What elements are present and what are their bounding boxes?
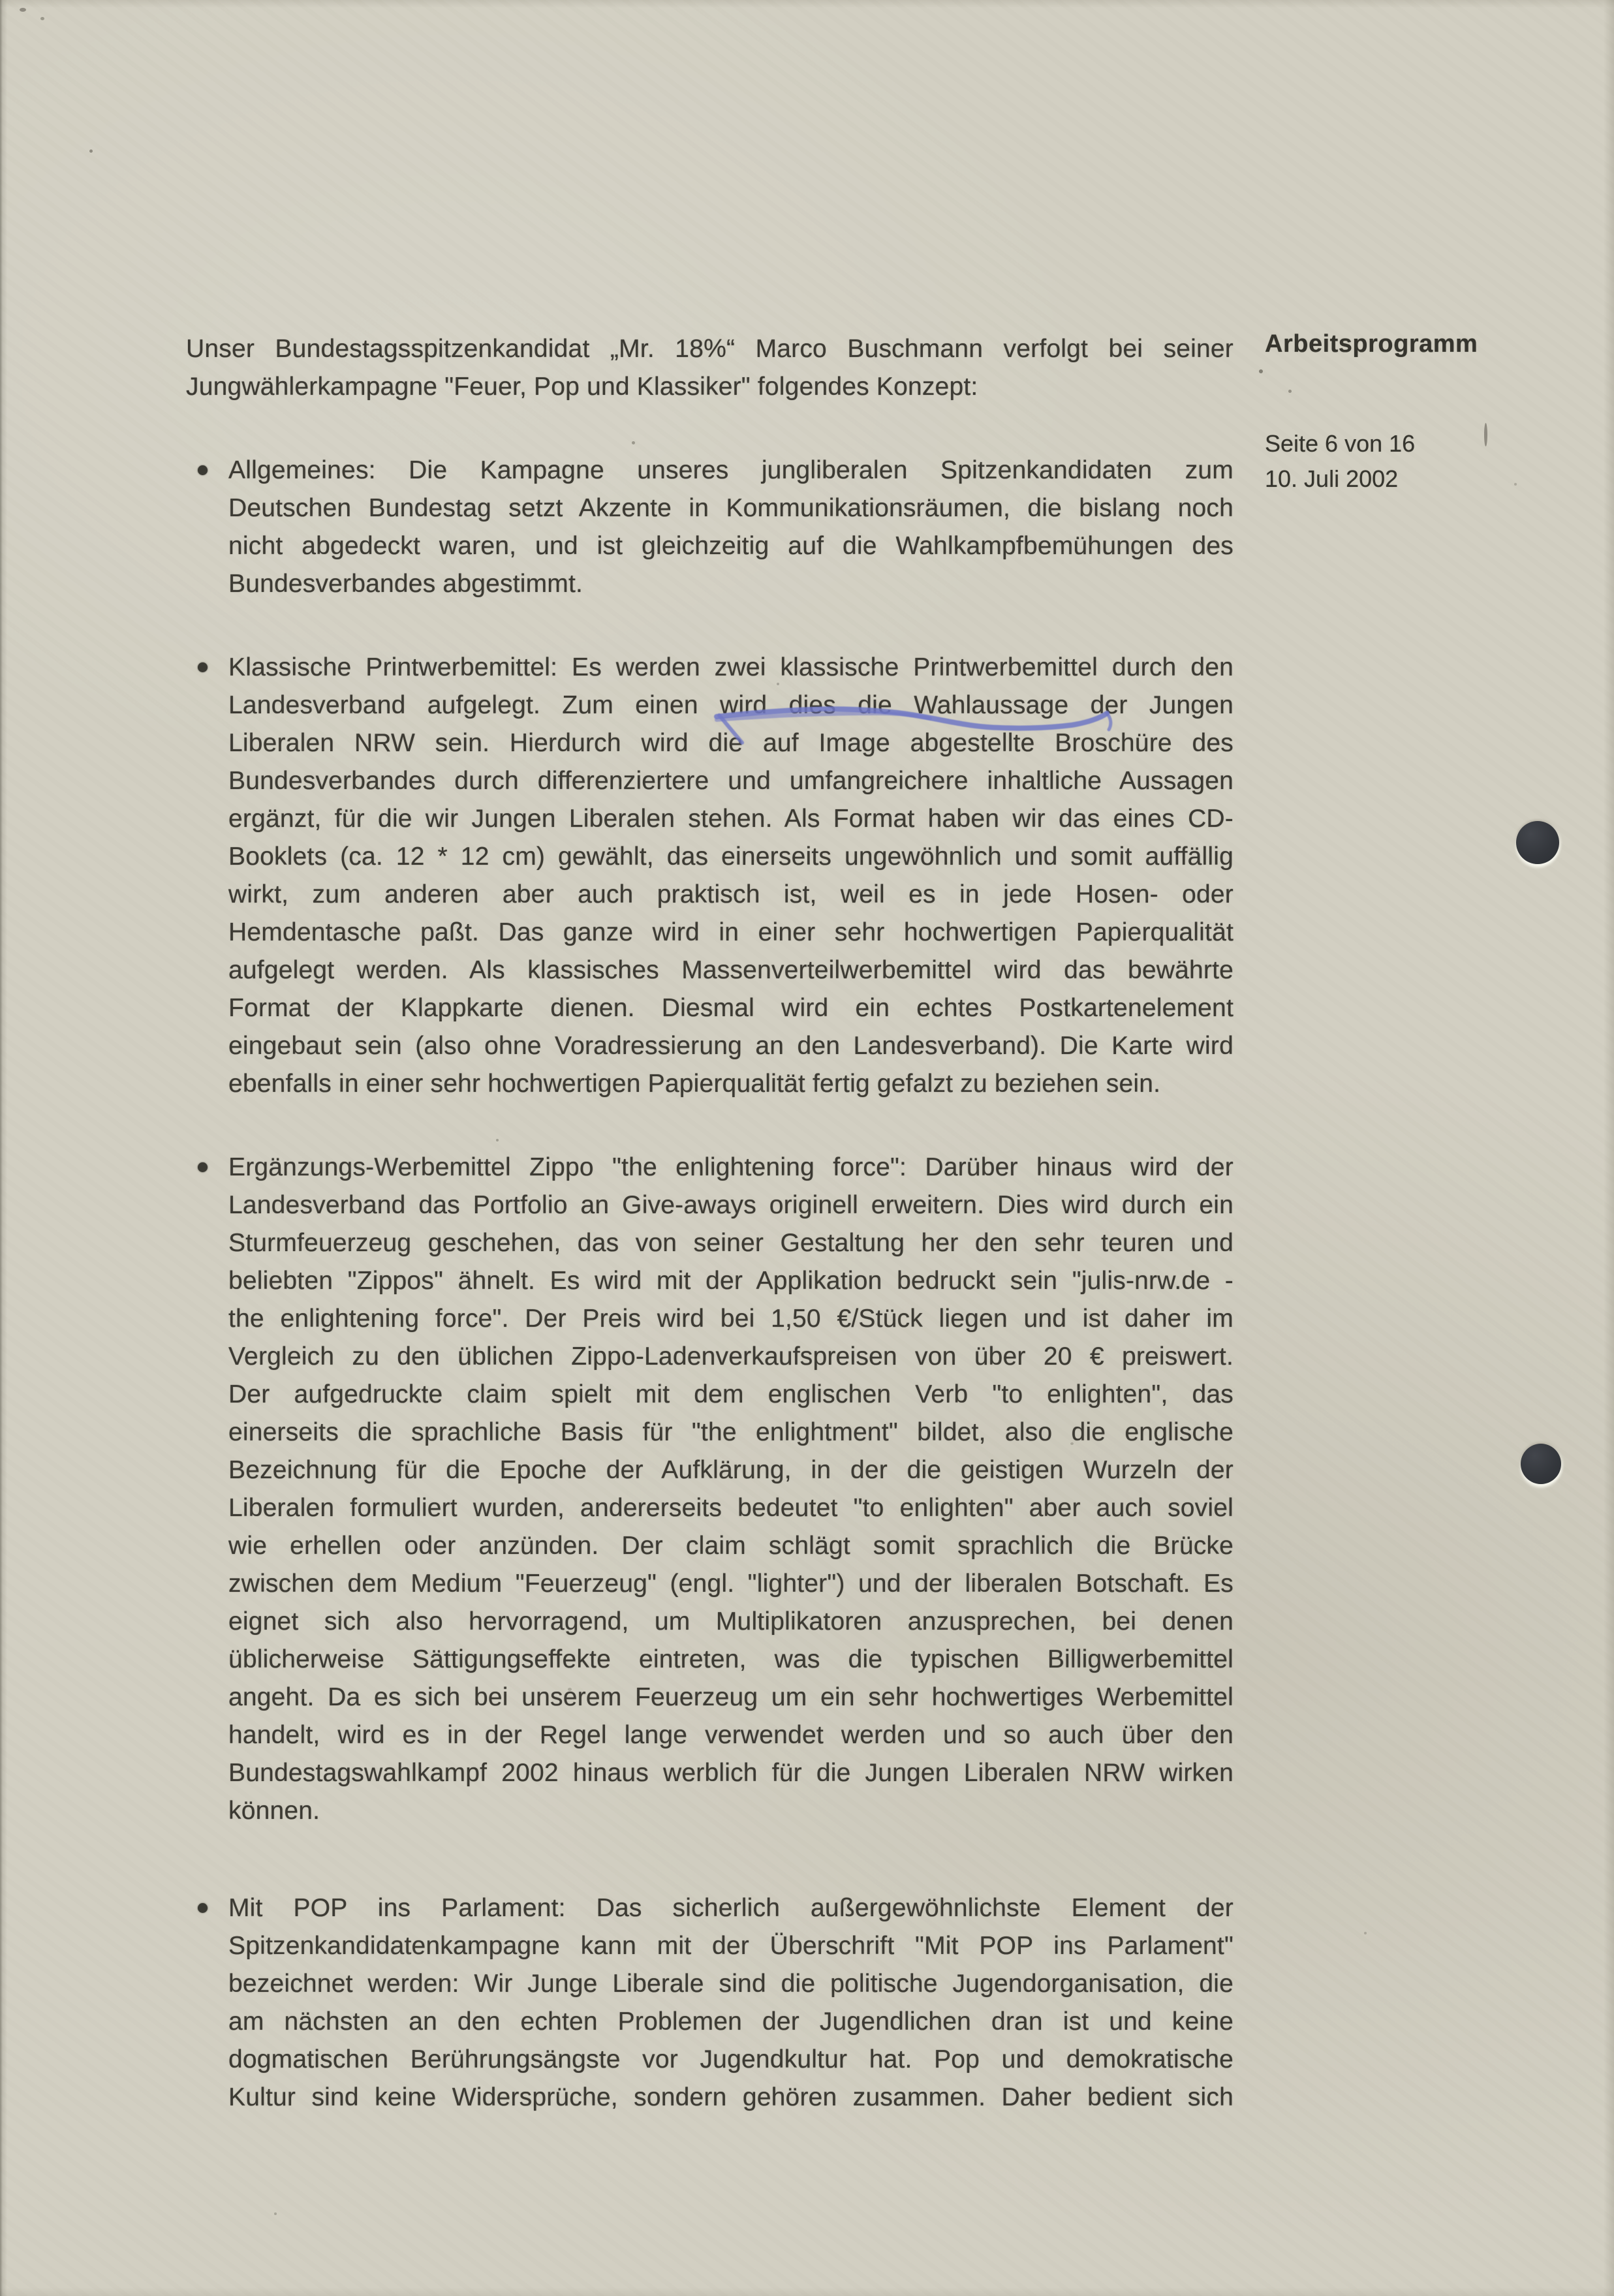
- text-line: angeht. Da es sich bei unserem Feuerzeug um ein sehr hochwertiges Werbemittel: [228, 1683, 1234, 1711]
- paragraph-intro: [186, 330, 1234, 406]
- scan-speck: [1514, 483, 1517, 486]
- scan-speck: [496, 1139, 499, 1141]
- text-line: zwischen dem Medium "Feuerzeug" (engl. "lighter") und der liberalen Botschaft. Es: [228, 1570, 1234, 1598]
- text-line: Bundesverbandes durch differenziertere und umfangreichere inhaltliche Aussagen: [228, 767, 1234, 795]
- text-line: üblicherweise Sättigungseffekte eintreten, was die typischen Billigwerbemittel: [228, 1645, 1234, 1673]
- text-line: Bundesverbandes abgestimmt.: [228, 570, 583, 598]
- text-line: können.: [228, 1797, 320, 1825]
- text-line: Allgemeines: Die Kampagne unseres jungliberalen Spitzenkandidaten zum: [228, 456, 1234, 484]
- page-number: Seite 6 von 16: [1265, 430, 1416, 457]
- scan-speck: [40, 17, 44, 20]
- text-line: aufgelegt werden. Als klassisches Massenverteilwerbemittel wird das bewährte: [228, 956, 1234, 984]
- text-line: eignet sich also hervorragend, um Multiplikatoren anzusprechen, bei denen: [228, 1607, 1234, 1636]
- document-date: 10. Juli 2002: [1265, 465, 1399, 492]
- bullet-marker: [198, 1162, 208, 1172]
- text-line: dogmatischen Berührungsängste vor Jugendkultur hat. Pop und demokratische: [228, 2045, 1234, 2073]
- document-body: [186, 330, 1234, 2117]
- document-title: Arbeitsprogramm: [1265, 330, 1478, 358]
- text-line: Liberalen NRW sein. Hierdurch wird die auf Image abgestellte Broschüre des: [228, 729, 1234, 757]
- scan-speck: [1288, 390, 1292, 393]
- text-line: wie erhellen oder anzünden. Der claim schlägt somit sprachlich die Brücke: [228, 1532, 1234, 1560]
- text-line: nicht abgedeckt waren, und ist gleichzeitig auf die Wahlkampfbemühungen des: [228, 532, 1234, 560]
- paragraph-zippo: [228, 1149, 1234, 1830]
- scan-speck: [1484, 423, 1487, 446]
- pen-underline-annotation: [679, 684, 1149, 756]
- text-line: Format der Klappkarte dienen. Diesmal wird ein echtes Postkartenelement: [228, 994, 1234, 1022]
- text-line: the enlightening force". Der Preis wird bei 1,50 €/Stück liegen und ist daher im: [228, 1305, 1234, 1333]
- text-line: am nächsten an den echten Problemen der Jugendlichen dran ist und keine: [228, 2008, 1234, 2036]
- scan-speck: [632, 441, 635, 444]
- text-line: Ergänzungs-Werbemittel Zippo "the enlightening force": Darüber hinaus wird der: [228, 1153, 1234, 1181]
- paragraph-allgemeines: [228, 452, 1234, 603]
- text-line: Landesverband das Portfolio an Give-aways originell erweitern. Dies wird durch ein: [228, 1191, 1234, 1219]
- text-line: Deutschen Bundestag setzt Akzente in Kommunikationsräumen, die bislang noch: [228, 494, 1234, 522]
- text-line: Klassische Printwerbemittel: Es werden zwei klassische Printwerbemittel durch den: [228, 653, 1234, 681]
- text-line: Sturmfeuerzeug geschehen, das von seiner Gestaltung her den sehr teuren und: [228, 1229, 1234, 1257]
- text-line: Kultur sind keine Widersprüche, sondern gehören zusammen. Daher bedient sich: [228, 2083, 1234, 2111]
- text-line: eingebaut sein (also ohne Voradressierung an den Landesverband). Die Karte wird: [228, 1032, 1234, 1060]
- punch-hole: [1521, 1444, 1561, 1484]
- paragraph-pop: [228, 1889, 1234, 2117]
- text-line: Bundestagswahlkampf 2002 hinaus werblich für die Jungen Liberalen NRW wirken: [228, 1759, 1234, 1787]
- text-line: einerseits die sprachliche Basis für "the enlightment" bildet, also die englische: [228, 1418, 1234, 1446]
- text-line: Spitzenkandidatenkampagne kann mit der Überschrift "Mit POP ins Parlament": [228, 1932, 1234, 1960]
- text-line: ergänzt, für die wir Jungen Liberalen stehen. Als Format haben wir das eines CD-: [228, 805, 1234, 833]
- scan-speck: [20, 8, 26, 12]
- text-line: Der aufgedruckte claim spielt mit dem englischen Verb "to enlighten", das: [228, 1380, 1234, 1408]
- punch-hole: [1516, 821, 1559, 864]
- scan-speck: [339, 1619, 342, 1621]
- text-line: Landesverband aufgelegt. Zum einen wird dies die Wahlaussage der Jungen: [228, 691, 1234, 719]
- text-line: wirkt, zum anderen aber auch praktisch ist, weil es in jede Hosen- oder: [228, 880, 1234, 908]
- text-line: bezeichnet werden: Wir Junge Liberale sind die politische Jugendorganisation, die: [228, 1970, 1234, 1998]
- scan-speck: [777, 683, 779, 685]
- scan-speck: [568, 1688, 572, 1691]
- text-line: Booklets (ca. 12 * 12 cm) gewählt, das einerseits ungewöhnlich und somit auffällig: [228, 843, 1234, 871]
- scan-speck: [274, 2212, 277, 2215]
- text-line: ebenfalls in einer sehr hochwertigen Papierqualität fertig gefalzt zu beziehen sein.: [228, 1070, 1161, 1098]
- bullet-marker: [198, 465, 208, 475]
- text-line: Bezeichnung für die Epoche der Aufklärung, in der die geistigen Wurzeln der: [228, 1456, 1234, 1484]
- text-line: Mit POP ins Parlament: Das sicherlich außergewöhnlichste Element der: [228, 1894, 1234, 1922]
- text-line: Hemdentasche paßt. Das ganze wird in einer sehr hochwertigen Papierqualität: [228, 918, 1234, 946]
- text-line: Jungwählerkampagne "Feuer, Pop und Klassiker" folgendes Konzept:: [186, 373, 978, 401]
- text-line: Liberalen formuliert wurden, andererseits bedeutet "to enlighten" aber auch soviel: [228, 1494, 1234, 1522]
- page-meta: [1265, 426, 1545, 497]
- page-header: [1265, 330, 1545, 497]
- text-line: Vergleich zu den üblichen Zippo-Ladenverkaufspreisen von über 20 € preiswert.: [228, 1342, 1234, 1371]
- scan-speck: [1364, 1932, 1367, 1934]
- text-line: handelt, wird es in der Regel lange verwendet werden und so auch über den: [228, 1721, 1234, 1749]
- bullet-marker: [198, 1903, 208, 1913]
- text-line: beliebten "Zippos" ähnelt. Es wird mit der Applikation bedruckt sein "julis-nrw.de -: [228, 1267, 1234, 1295]
- scan-speck: [89, 149, 93, 153]
- text-line: Unser Bundestagsspitzenkandidat „Mr. 18%“ Marco Buschmann verfolgt bei seiner: [186, 335, 1234, 363]
- scan-speck: [1070, 1442, 1074, 1445]
- scan-speck: [1259, 369, 1263, 373]
- bullet-marker: [198, 662, 208, 672]
